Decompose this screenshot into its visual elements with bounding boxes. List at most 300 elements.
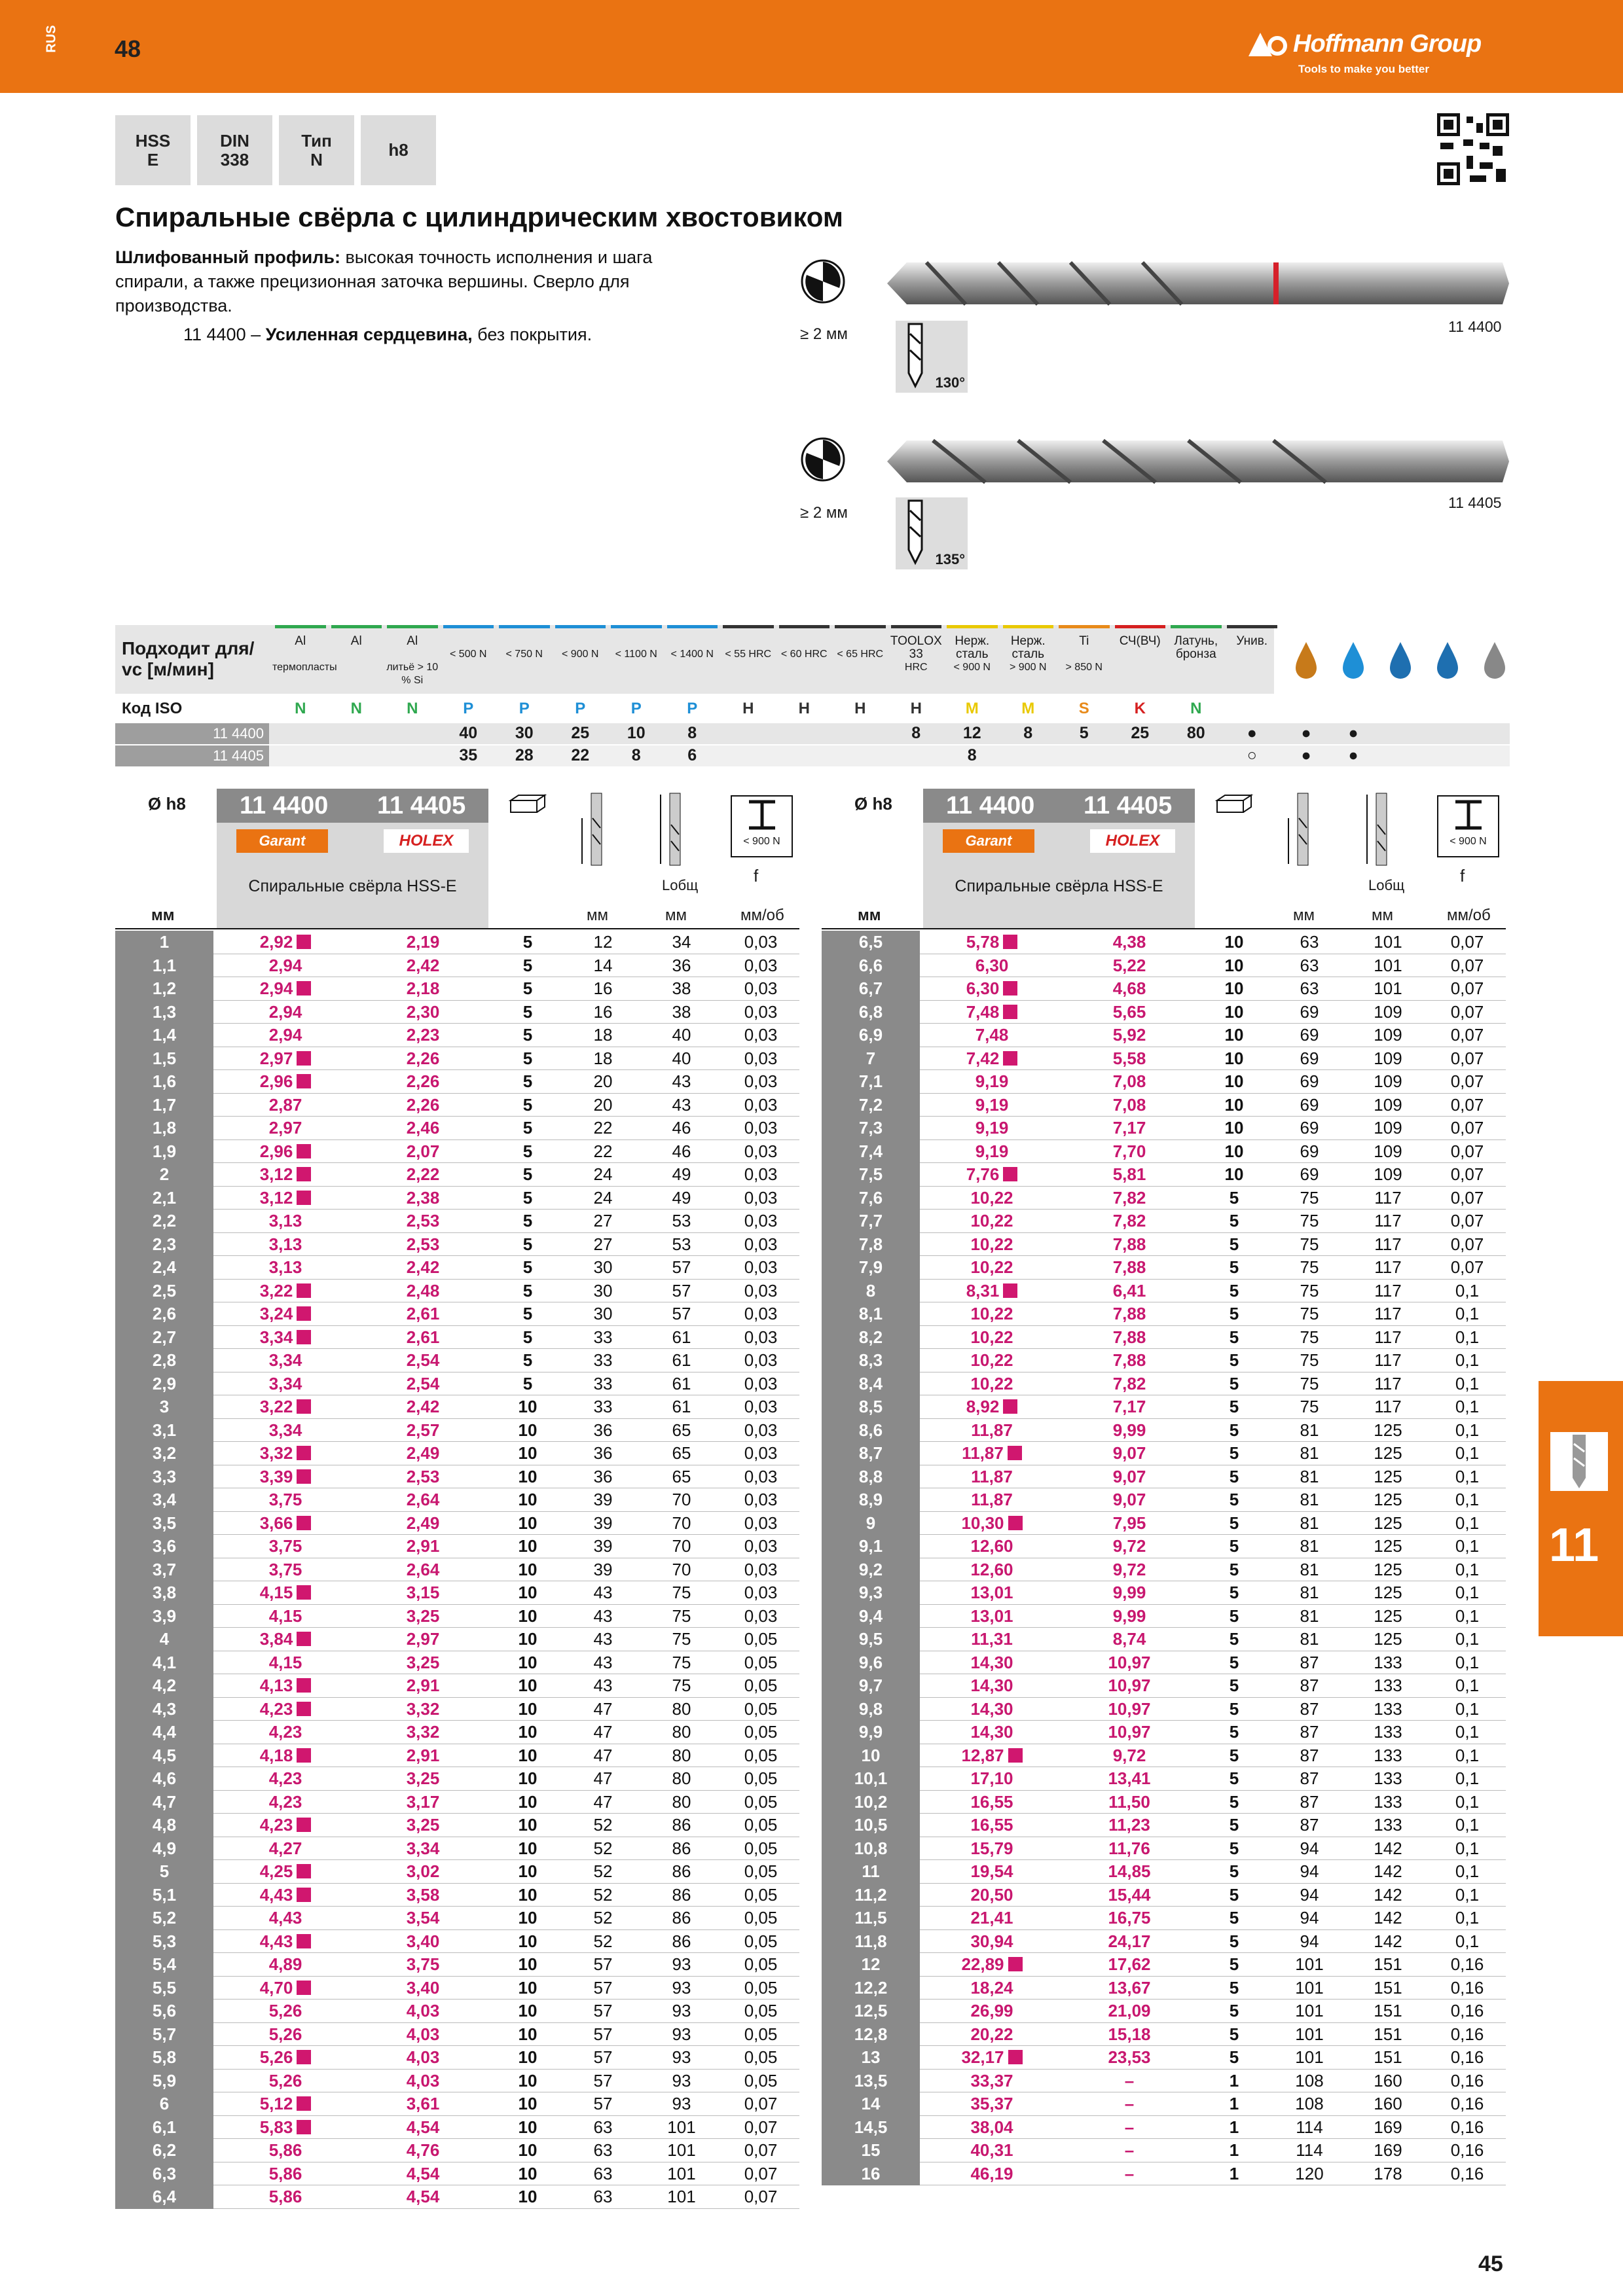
stock-marker-icon: [297, 1888, 311, 1902]
diameter-cell: 5,1: [115, 1884, 213, 1907]
total-length: 86: [672, 1931, 691, 1951]
price-114400: 3,84: [217, 1628, 354, 1651]
feed-rate: 0,03: [744, 932, 778, 952]
steel-icon: < 900 N: [731, 795, 793, 857]
total-length: 101: [667, 2117, 696, 2137]
table-row: [822, 1535, 1506, 1558]
flute-length: 75: [1300, 1187, 1319, 1208]
price-114400: 4,25: [217, 1860, 354, 1884]
price-114400: 14,30: [970, 1676, 1013, 1695]
iso-code: P: [630, 700, 642, 717]
price-114405: 21,09: [1108, 2001, 1151, 2020]
total-length: 46: [672, 1141, 691, 1161]
price-114405: 9,99: [1112, 1420, 1146, 1440]
drop-blue-icon: [1334, 638, 1373, 684]
total-length: 75: [672, 1676, 691, 1695]
app-value: 40: [459, 724, 478, 742]
feed-rate: 0,07: [1450, 1048, 1484, 1068]
total-length: 86: [672, 1861, 691, 1881]
price-114400: 4,23: [268, 1768, 302, 1788]
table-row: [115, 1395, 799, 1419]
price-114405: 2,54: [406, 1350, 440, 1370]
table-row: [822, 1349, 1506, 1372]
flute-length: 33: [593, 1373, 613, 1393]
diameter-cell: 5: [115, 1860, 213, 1884]
total-length: 133: [1374, 1815, 1402, 1835]
app-value: 6: [687, 746, 697, 764]
diameter-cell: 3: [115, 1395, 213, 1419]
table-row: [822, 1977, 1506, 2000]
feed-rate: 0,05: [744, 1815, 778, 1835]
price-114405: 9,72: [1112, 1745, 1146, 1765]
package-qty: 5: [1229, 1350, 1239, 1370]
price-114405: 2,91: [406, 1536, 440, 1556]
feed-rate: 0,1: [1455, 1280, 1480, 1300]
header-rule: [115, 928, 799, 929]
price-114400: 16,55: [970, 1815, 1013, 1835]
diameter-cell: 12: [822, 1953, 920, 1977]
price-114405: 5,92: [1112, 1025, 1146, 1045]
stock-marker-icon: [297, 1981, 311, 1995]
stock-marker-icon: [297, 1934, 311, 1948]
material-subheading: < 900 N: [953, 662, 991, 673]
table-row: [115, 1442, 799, 1465]
feed-rate: 0,03: [744, 1466, 778, 1486]
material-color-bar: [891, 625, 942, 628]
feed-rate: 0,03: [744, 1211, 778, 1230]
flute-length: 114: [1296, 2117, 1323, 2137]
price-114400: 22,89: [923, 1953, 1061, 1977]
material-subheading: HRC: [904, 662, 928, 673]
package-qty: 10: [518, 2024, 538, 2044]
flute-length: 52: [593, 1815, 613, 1835]
table-row: [115, 2046, 799, 2070]
total-length: 40: [672, 1025, 691, 1045]
package-qty: 10: [518, 1908, 538, 1928]
price-114400: 3,34: [217, 1326, 354, 1350]
holex-logo: HOLEX: [384, 829, 469, 853]
flute-length: 69: [1300, 1025, 1319, 1045]
package-qty: 10: [518, 1745, 538, 1765]
price-114400: 2,96: [217, 1070, 354, 1094]
feed-rate: 0,03: [744, 1490, 778, 1509]
total-length: 34: [672, 932, 691, 952]
package-qty: 10: [518, 1536, 538, 1556]
total-length: 125: [1374, 1583, 1402, 1602]
price-114400: 3,75: [268, 1490, 302, 1509]
package-qty: 5: [522, 1118, 533, 1138]
table-row: [115, 1767, 799, 1791]
package-qty: 5: [1229, 1698, 1239, 1719]
price-114405: 10,97: [1108, 1652, 1151, 1672]
diameter-cell: 4: [115, 1628, 213, 1651]
drop-amber-icon: [1286, 638, 1326, 684]
material-color-bar: [275, 625, 326, 628]
price-114405: 15,18: [1108, 2024, 1151, 2044]
flute-length: 20: [593, 1094, 613, 1115]
app-value: 25: [571, 724, 590, 742]
price-114405: 16,75: [1108, 1908, 1151, 1928]
stock-marker-icon: [297, 1585, 311, 1600]
stock-marker-icon: [297, 1702, 311, 1716]
garant-logo: Garant: [943, 829, 1034, 853]
price-114400: 7,48: [975, 1025, 1009, 1045]
diameter-cell: 9,3: [822, 1581, 920, 1605]
price-114400: 2,97: [217, 1047, 354, 1071]
table-row: [115, 1860, 799, 1884]
diameter-cell: 7,3: [822, 1117, 920, 1140]
price-114400: 8,31: [923, 1280, 1061, 1303]
package-qty: 5: [522, 1280, 533, 1300]
package-qty: 5: [522, 1373, 533, 1393]
price-114400: 30,94: [970, 1931, 1013, 1951]
price-114405: 11,23: [1108, 1815, 1150, 1835]
package-qty: 1: [1229, 2117, 1239, 2137]
material-subheading: > 850 N: [1065, 662, 1103, 673]
price-114405: 4,54: [406, 2187, 440, 2206]
price-114405: 3,58: [406, 1884, 440, 1905]
diameter-cell: 9,1: [822, 1535, 920, 1558]
package-qty: 5: [1229, 1977, 1239, 1998]
section-number: 11: [1549, 1519, 1599, 1571]
table-row: [822, 1001, 1506, 1024]
diameter-cell: 7,8: [822, 1233, 920, 1257]
feed-rate: 0,07: [744, 2163, 778, 2183]
table-row: [822, 1326, 1506, 1350]
stock-marker-icon: [1003, 1283, 1017, 1298]
diameter-cell: 6,2: [115, 2139, 213, 2162]
feed-rate: 0,1: [1455, 1327, 1480, 1347]
diameter-cell: 3,8: [115, 1581, 213, 1605]
material-color-bar: [499, 625, 550, 628]
price-114400: 3,24: [217, 1302, 354, 1326]
mist-icon: [1475, 638, 1514, 684]
feed-rate: 0,03: [744, 1583, 778, 1602]
flute-length: 63: [593, 2140, 613, 2160]
feed-rate: 0,1: [1455, 1745, 1480, 1765]
diameter-cell: 6,9: [822, 1024, 920, 1047]
package-qty: 5: [522, 1257, 533, 1277]
feed-rate: 0,1: [1455, 1583, 1480, 1602]
table-row: [822, 1140, 1506, 1164]
diameter-cell: 3,1: [115, 1419, 213, 1443]
flute-length: 43: [593, 1583, 613, 1602]
total-length: 125: [1374, 1559, 1402, 1579]
material-heading: Ti: [1079, 634, 1089, 648]
total-length: 133: [1374, 1652, 1402, 1672]
total-length-icon: [1362, 792, 1401, 870]
feed-rate: 0,1: [1455, 1420, 1480, 1440]
app-value: 35: [459, 746, 478, 764]
applicability-table: [115, 625, 1510, 769]
total-length: 61: [672, 1327, 691, 1347]
price-114405: 9,07: [1112, 1443, 1146, 1463]
app-value: 30: [515, 724, 534, 742]
price-114400: 3,13: [268, 1257, 302, 1277]
price-114400: 13,01: [970, 1583, 1013, 1602]
price-114405: 11,76: [1108, 1838, 1150, 1858]
price-114405: 2,64: [406, 1559, 440, 1579]
total-length: 109: [1374, 1001, 1402, 1022]
feed-rate: 0,1: [1455, 1559, 1480, 1579]
flute-length: 18: [593, 1025, 613, 1045]
table-row: [822, 1419, 1506, 1443]
package-qty: 5: [522, 1187, 533, 1208]
price-114400: 5,78: [923, 931, 1061, 954]
flute-length: 39: [593, 1513, 613, 1533]
no-coolant-icon: [1428, 638, 1467, 684]
total-length: 93: [672, 2024, 691, 2044]
flute-length: 81: [1300, 1513, 1319, 1533]
page-title: Спиральные свёрла с цилиндрическим хвостовиком: [115, 202, 843, 232]
table-row: [822, 1047, 1506, 1071]
table-row: [822, 1930, 1506, 1954]
feed-rate: 0,1: [1455, 1350, 1480, 1370]
feed-rate: 0,1: [1455, 1931, 1480, 1951]
flute-length: 69: [1300, 1001, 1319, 1022]
table-row: [822, 1024, 1506, 1047]
price-114400: 20,22: [970, 2024, 1013, 2044]
diameter-cell: 13: [822, 2046, 920, 2070]
material-subheading: < 500 N: [450, 649, 487, 660]
iso-code: H: [854, 700, 866, 717]
stock-marker-icon: [297, 1864, 311, 1878]
price-114405: 2,49: [406, 1443, 440, 1463]
total-length: 75: [672, 1652, 691, 1672]
total-length: 75: [672, 1605, 691, 1626]
app-value: 22: [571, 746, 590, 764]
package-qty: 10: [518, 2047, 538, 2067]
package-qty: 10: [518, 1931, 538, 1951]
flute-length: 47: [593, 1791, 613, 1812]
flute-length: 63: [1300, 978, 1319, 998]
flute-length: 94: [1300, 1838, 1319, 1858]
flute-length: 69: [1300, 1071, 1319, 1091]
package-qty: 1: [1229, 2163, 1239, 2183]
feed-rate: 0,1: [1455, 1815, 1480, 1835]
total-length: 125: [1374, 1629, 1402, 1649]
flute-length: 75: [1300, 1373, 1319, 1393]
price-114400: 9,19: [975, 1118, 1009, 1138]
price-114405: 2,26: [406, 1071, 440, 1091]
table-row: [115, 1117, 799, 1140]
total-length: 80: [672, 1745, 691, 1765]
top-bar: [0, 0, 1623, 93]
price-114400: 4,18: [217, 1744, 354, 1768]
table-row: [822, 1395, 1506, 1419]
drill-image-114400: [887, 257, 1509, 310]
app-article: 11 4405: [115, 745, 269, 766]
table-row: [115, 1163, 799, 1187]
price-114400: 3,75: [268, 1559, 302, 1579]
package-qty: 5: [1229, 1605, 1239, 1626]
feed-rate: 0,05: [744, 1954, 778, 1974]
diameter-cell: 2,5: [115, 1280, 213, 1303]
stock-marker-icon: [1003, 981, 1017, 996]
feed-rate: 0,05: [744, 2001, 778, 2020]
spray-icon: [1381, 638, 1420, 684]
diameter-cell: 7,6: [822, 1187, 920, 1210]
stock-marker-icon: [1008, 1446, 1022, 1460]
table-row: [115, 1419, 799, 1443]
price-114405: 4,03: [406, 2001, 440, 2020]
diameter-cell: 3,3: [115, 1465, 213, 1489]
diameter-cell: 8,1: [822, 1302, 920, 1326]
package-qty: 1: [1229, 2070, 1239, 2090]
price-114400: 4,43: [268, 1908, 302, 1928]
feed-rate: 0,03: [744, 1605, 778, 1626]
feed-rate: 0,03: [744, 1257, 778, 1277]
price-114405: 3,54: [406, 1908, 440, 1928]
package-qty: 5: [1229, 1211, 1239, 1230]
stock-marker-icon: [1003, 1399, 1017, 1414]
flute-length: 43: [593, 1605, 613, 1626]
unit-label: мм/об: [740, 906, 784, 924]
package-qty: 10: [1224, 1164, 1244, 1184]
iso-code: N: [1190, 700, 1202, 717]
feed-rate: 0,1: [1455, 1838, 1480, 1858]
price-114400: 5,26: [268, 2070, 302, 2090]
feed-rate: 0,05: [744, 1676, 778, 1695]
language-code: RUS: [44, 25, 59, 53]
price-114405: 7,88: [1112, 1257, 1146, 1277]
price-114405: 6,41: [1112, 1280, 1146, 1300]
total-length: 38: [672, 1001, 691, 1022]
feed-rate: 0,05: [744, 1791, 778, 1812]
feed-rate: 0,05: [744, 2024, 778, 2044]
package-qty: 10: [1224, 1048, 1244, 1068]
price-114405: –: [1124, 2117, 1135, 2137]
price-114400: 10,22: [970, 1257, 1013, 1277]
total-length: 101: [667, 2140, 696, 2160]
total-length: 101: [1374, 978, 1402, 998]
feed-rate: 0,07: [744, 2094, 778, 2113]
size-table-right: [822, 789, 1506, 2202]
price-114405: 2,46: [406, 1118, 440, 1138]
table-row: [822, 1442, 1506, 1465]
app-value: 80: [1186, 724, 1205, 742]
package-qty: 10: [518, 1676, 538, 1695]
package-qty: 5: [1229, 1280, 1239, 1300]
iso-code: K: [1134, 700, 1146, 717]
article-label-2: 11 4405: [1448, 494, 1502, 511]
flute-length: 69: [1300, 1048, 1319, 1068]
diameter-cell: 16: [822, 2162, 920, 2186]
flute-length: 47: [593, 1698, 613, 1719]
stock-marker-icon: [297, 1469, 311, 1484]
package-qty: 5: [1229, 1629, 1239, 1649]
stock-marker-icon: [297, 1678, 311, 1693]
flute-length: 27: [593, 1234, 613, 1254]
price-114405: 3,25: [406, 1605, 440, 1626]
feed-rate: 0,03: [744, 1025, 778, 1045]
price-114405: 17,62: [1108, 1954, 1151, 1974]
flute-length: 94: [1300, 1861, 1319, 1881]
total-length: 142: [1374, 1908, 1402, 1928]
unit-label: мм: [1293, 906, 1315, 924]
table-row: [115, 977, 799, 1001]
package-qty: 5: [1229, 1559, 1239, 1579]
price-114405: 2,38: [406, 1187, 440, 1208]
price-114405: 4,68: [1112, 978, 1146, 998]
total-length: 117: [1374, 1257, 1402, 1277]
package-qty: 5: [1229, 1466, 1239, 1486]
table-row: [115, 1372, 799, 1396]
feed-rate: 0,03: [744, 1304, 778, 1323]
diameter-cell: 4,5: [115, 1744, 213, 1768]
total-length: 125: [1374, 1605, 1402, 1626]
stock-marker-icon: [1008, 2050, 1023, 2064]
price-114400: 33,37: [970, 2070, 1013, 2090]
flute-length: 16: [593, 1001, 613, 1022]
flute-length: 75: [1300, 1327, 1319, 1347]
price-114400: 5,26: [268, 2024, 302, 2044]
total-length: 133: [1374, 1722, 1402, 1742]
diameter-cell: 5,4: [115, 1953, 213, 1977]
material-heading: TOOLOX 33: [890, 634, 942, 661]
feed-rate: 0,05: [744, 1884, 778, 1905]
feed-rate: 0,03: [744, 1559, 778, 1579]
flute-length: 24: [593, 1164, 613, 1184]
diameter-cell: 4,2: [115, 1674, 213, 1698]
price-114405: 3,32: [406, 1722, 440, 1742]
price-114400: 2,96: [217, 1140, 354, 1164]
total-length: 93: [672, 2070, 691, 2090]
diameter-cell: 3,6: [115, 1535, 213, 1558]
material-color-bar: [947, 625, 998, 628]
price-114405: 2,18: [406, 978, 440, 998]
table-row: [822, 1605, 1506, 1628]
product-description: Спиральные свёрла HSS-E: [248, 877, 457, 895]
table-row: [115, 954, 799, 978]
price-114400: 11,87: [971, 1466, 1013, 1486]
package-qty: 10: [518, 1513, 538, 1533]
feed-rate: 0,05: [744, 2070, 778, 2090]
feed-rate: 0,1: [1455, 1536, 1480, 1556]
price-114400: 2,94: [268, 955, 302, 975]
qr-code-icon[interactable]: [1437, 113, 1509, 185]
table-row: [822, 2070, 1506, 2093]
diameter-cell: 8,7: [822, 1442, 920, 1465]
package-qty: 10: [518, 2070, 538, 2090]
package-qty: 10: [518, 1838, 538, 1858]
table-row: [115, 1001, 799, 1024]
iso-code: M: [965, 700, 979, 717]
price-114400: 4,15: [268, 1605, 302, 1626]
app-value: 25: [1131, 724, 1150, 742]
diameter-cell: 8,4: [822, 1372, 920, 1396]
feed-rate: 0,03: [744, 1118, 778, 1138]
material-color-bar: [779, 625, 830, 628]
package-qty: 5: [522, 1141, 533, 1161]
package-qty: 10: [518, 1791, 538, 1812]
feed-rate: 0,16: [1450, 2047, 1484, 2067]
feed-rate: 0,16: [1450, 1954, 1484, 1974]
package-qty: 5: [1229, 1420, 1239, 1440]
stock-marker-icon: [297, 1330, 311, 1344]
diameter-cell: 5,5: [115, 1977, 213, 2000]
table-row: [115, 2139, 799, 2162]
package-qty: 10: [1224, 978, 1244, 998]
table-row: [115, 1884, 799, 1907]
f-label: f: [754, 866, 759, 886]
flute-length: 43: [593, 1629, 613, 1649]
table-row: [115, 2162, 799, 2186]
price-114405: –: [1124, 2163, 1135, 2183]
section-tab[interactable]: [1539, 1381, 1623, 1636]
total-length: 75: [672, 1583, 691, 1602]
price-114400: 15,79: [970, 1838, 1013, 1858]
